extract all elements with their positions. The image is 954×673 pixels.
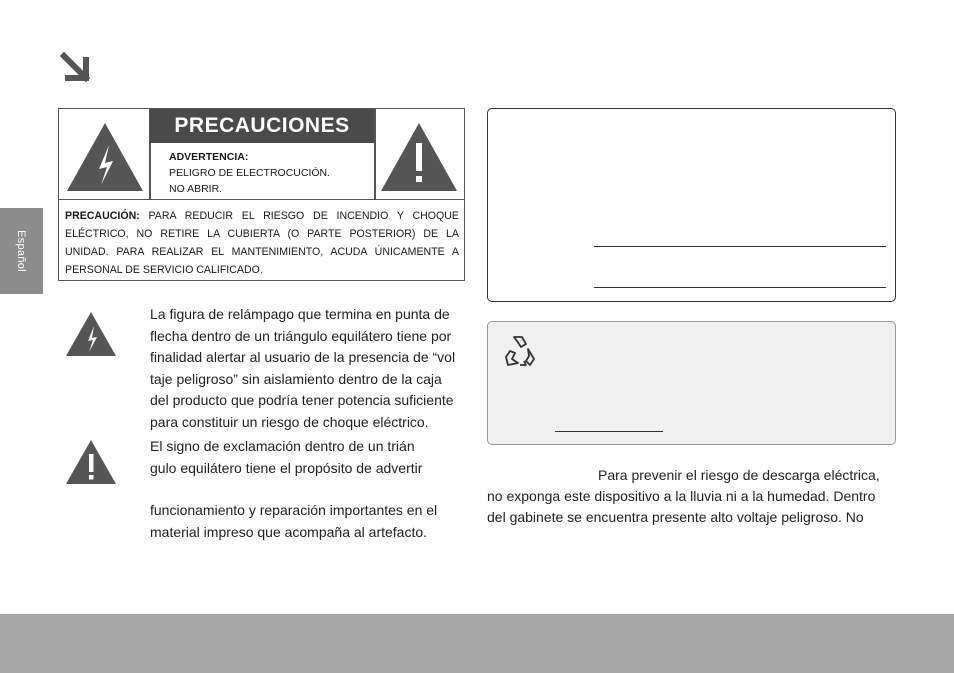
exclamation-explanation-top bbox=[150, 436, 460, 479]
language-tab bbox=[0, 208, 43, 294]
warning-paragraph-line-3: del gabinete se encuentra presente alto voltaje peligroso. No bbox=[487, 509, 864, 525]
text-line: gulo equilátero tiene el propósito de advertir bbox=[150, 459, 423, 476]
recycling-box bbox=[487, 321, 896, 445]
form-line bbox=[594, 246, 886, 247]
text-line: taje peligroso” sin aislamiento dentro de la caja bbox=[150, 370, 442, 387]
caution-prefix: PRECAUCIÓN: bbox=[65, 210, 140, 222]
text-line: del producto que podría tener potencia suficiente bbox=[150, 392, 454, 408]
form-line bbox=[594, 287, 886, 288]
lightning-triangle-icon bbox=[64, 310, 118, 358]
warning-heading: ADVERTENCIA: bbox=[169, 151, 249, 163]
caution-text bbox=[65, 207, 459, 279]
warning-text bbox=[169, 149, 330, 197]
arrow-down-right-icon bbox=[60, 50, 96, 86]
language-tab-label: Español bbox=[15, 230, 27, 272]
warning-paragraph-line-1: Para prevenir el riesgo de descarga eléctrica, bbox=[598, 467, 880, 483]
text-line: La figura de relámpago que termina en punta de bbox=[150, 306, 450, 322]
lightning-explanation bbox=[150, 304, 460, 433]
text-line: El signo de exclamación dentro de un trián bbox=[150, 438, 415, 454]
exclamation-warning-icon bbox=[377, 119, 461, 195]
warning-line-1: PELIGRO DE ELECTROCUCIÓN. bbox=[169, 167, 331, 179]
text-line: para constituir un riesgo de choque eléctrico. bbox=[150, 413, 429, 430]
caution-label bbox=[58, 108, 465, 281]
lightning-warning-icon bbox=[63, 119, 147, 195]
text-line: flecha dentro de un triángulo equilátero tiene por bbox=[150, 327, 452, 344]
link-underline bbox=[555, 431, 663, 432]
text-line: finalidad alertar al usuario de la presencia de “vol bbox=[150, 349, 456, 365]
caution-label-header bbox=[59, 109, 464, 200]
warning-line-2: NO ABRIR. bbox=[169, 183, 223, 195]
caution-body: PARA REDUCIR EL RIESGO DE INCENDIO Y CHOQUE ELÉCTRICO, NO RETIRE LA CUBIERTA (O PARTE POSTERIOR) DE LA UNIDAD. PARA REALIZAR EL MANTENIMIENTO, ACUDA ÚNICAMENTE A PERSONAL DE SERVICIO CALIFICADO. bbox=[65, 210, 459, 276]
text-line: funcionamiento y reparación importantes en el bbox=[150, 502, 438, 518]
info-box bbox=[487, 108, 896, 302]
exclamation-triangle-icon bbox=[64, 438, 118, 486]
exclamation-explanation-bottom bbox=[150, 500, 460, 543]
caution-title: PRECAUCIONES bbox=[150, 109, 374, 143]
recycle-icon bbox=[500, 333, 540, 373]
footer-bar bbox=[0, 614, 954, 673]
warning-paragraph-line-2: no exponga este dispositivo a la lluvia ni a la humedad. Dentro bbox=[487, 488, 876, 504]
text-line: material impreso que acompaña al artefacto. bbox=[150, 523, 428, 540]
